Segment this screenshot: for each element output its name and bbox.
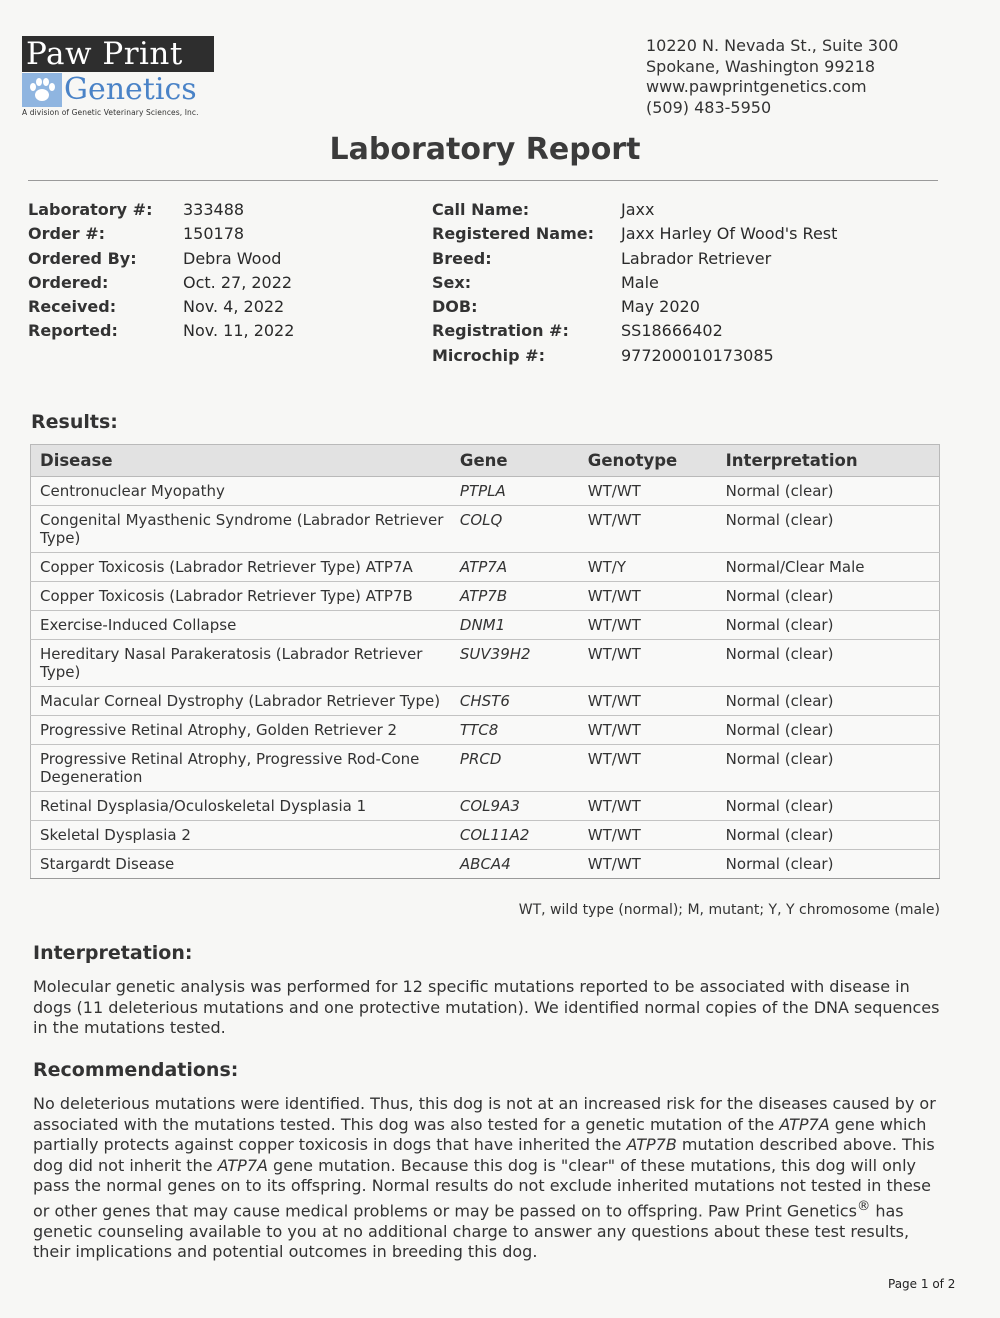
disease-cell: Progressive Retinal Atrophy, Golden Retriever 2 bbox=[31, 716, 451, 745]
logo-line2: Genetics bbox=[64, 72, 197, 107]
order-info-row bbox=[28, 295, 294, 319]
table-row bbox=[31, 792, 940, 821]
order-info-row bbox=[28, 198, 294, 222]
logo-subtitle: A division of Genetic Veterinary Sciences, Inc. bbox=[22, 108, 199, 117]
results-heading: Results: bbox=[31, 411, 118, 433]
genotype-cell: WT/WT bbox=[579, 582, 717, 611]
dog-info-value: May 2020 bbox=[621, 297, 700, 317]
gene-cell: COL9A3 bbox=[451, 792, 579, 821]
gene-cell: ABCA4 bbox=[451, 850, 579, 879]
company-logo bbox=[22, 36, 217, 117]
disease-cell: Copper Toxicosis (Labrador Retriever Type) ATP7B bbox=[31, 582, 451, 611]
interpretation-text: Molecular genetic analysis was performed for 12 specific mutations reported to be associated with disease in dogs (11 deleterious mutations and one protective mutation). We identified normal copies of the DNA sequences in the mutations tested. bbox=[33, 977, 940, 1038]
column-header-gene: Gene bbox=[451, 445, 579, 477]
order-info-label: Laboratory #: bbox=[28, 200, 153, 219]
disease-cell: Copper Toxicosis (Labrador Retriever Type) ATP7A bbox=[31, 553, 451, 582]
genotype-cell: WT/WT bbox=[579, 506, 717, 553]
table-row bbox=[31, 850, 940, 879]
results-table bbox=[30, 444, 940, 879]
genotype-cell: WT/WT bbox=[579, 716, 717, 745]
rec-text-part: gene mutation. Because this dog is "clear" of these mutations, this dog will only pass the normal genes on to its offspring. Normal results do not exclude inherited mutations not tested in these or other genes that may cause medical problems or may be passed on to offspring. Paw Print Genetics bbox=[33, 1155, 931, 1221]
gene-cell: ATP7A bbox=[451, 553, 579, 582]
paw-print-icon bbox=[22, 73, 62, 107]
interpretation-cell: Normal (clear) bbox=[717, 745, 940, 792]
dog-info-label: DOB: bbox=[432, 297, 478, 317]
order-info-row bbox=[28, 222, 294, 246]
interpretation-cell: Normal (clear) bbox=[717, 506, 940, 553]
dog-info-value: 977200010173085 bbox=[621, 345, 774, 365]
order-info-label: Order #: bbox=[28, 224, 106, 244]
interpretation-cell: Normal (clear) bbox=[717, 821, 940, 850]
rec-text-part: has genetic counseling available to you at no additional charge to answer any questions about these test results, their implications and potential outcomes in breeding this dog. bbox=[33, 1201, 910, 1262]
gene-cell: TTC8 bbox=[451, 716, 579, 745]
page-number: Page 1 of 2 bbox=[888, 1277, 956, 1291]
genotype-cell: WT/WT bbox=[579, 792, 717, 821]
genotype-cell: WT/WT bbox=[579, 477, 717, 506]
dog-info-label: Registration #: bbox=[432, 321, 569, 341]
dog-info-value: SS18666402 bbox=[621, 321, 723, 341]
order-info-row bbox=[28, 271, 294, 295]
interpretation-cell: Normal (clear) bbox=[717, 716, 940, 745]
table-row bbox=[31, 506, 940, 553]
order-info-value: Debra Wood bbox=[183, 248, 282, 268]
disease-cell: Retinal Dysplasia/Oculoskeletal Dysplasia 1 bbox=[31, 792, 451, 821]
gene-cell: PRCD bbox=[451, 745, 579, 792]
rec-text-part: No deleterious mutations were identified. Thus, this dog is not at an increased risk for the diseases caused by or associated with the mutations tested. This dog was also tested for a genetic mutation of the bbox=[33, 1094, 936, 1134]
registered-mark: ® bbox=[856, 1198, 871, 1214]
table-row bbox=[31, 553, 940, 582]
dog-info-value: Labrador Retriever bbox=[621, 248, 772, 268]
genotype-cell: WT/WT bbox=[579, 687, 717, 716]
gene-cell: COL11A2 bbox=[451, 821, 579, 850]
disease-cell: Macular Corneal Dystrophy (Labrador Retriever Type) bbox=[31, 687, 451, 716]
table-row bbox=[31, 640, 940, 687]
interpretation-cell: Normal (clear) bbox=[717, 582, 940, 611]
interpretation-cell: Normal (clear) bbox=[717, 850, 940, 879]
gene-cell: COLQ bbox=[451, 506, 579, 553]
order-info-label: Received: bbox=[28, 297, 117, 317]
disease-cell: Stargardt Disease bbox=[31, 850, 451, 879]
order-info bbox=[28, 198, 294, 344]
genotype-cell: WT/Y bbox=[579, 553, 717, 582]
report-title: Laboratory Report bbox=[329, 132, 641, 167]
gene-cell: PTPLA bbox=[451, 477, 579, 506]
dog-info-row bbox=[432, 271, 837, 295]
gene-cell: SUV39H2 bbox=[451, 640, 579, 687]
dog-info-value: Jaxx Harley Of Wood's Rest bbox=[621, 224, 838, 244]
table-row bbox=[31, 611, 940, 640]
order-info-value: Nov. 4, 2022 bbox=[183, 297, 285, 317]
table-row bbox=[31, 745, 940, 792]
order-info-label: Ordered: bbox=[28, 272, 109, 292]
gene-cell: CHST6 bbox=[451, 687, 579, 716]
logo-line1: Paw Print bbox=[22, 36, 214, 72]
dog-info-row bbox=[432, 222, 837, 246]
rec-gene-name: ATP7A bbox=[779, 1114, 830, 1134]
genotype-cell: WT/WT bbox=[579, 611, 717, 640]
dog-info-value: Jaxx bbox=[621, 200, 655, 219]
order-info-row bbox=[28, 319, 294, 343]
interpretation-cell: Normal (clear) bbox=[717, 611, 940, 640]
dog-info-row bbox=[432, 198, 837, 222]
address-street: 10220 N. Nevada St., Suite 300 bbox=[646, 36, 899, 55]
order-info-label: Ordered By: bbox=[28, 248, 137, 268]
disease-cell: Centronuclear Myopathy bbox=[31, 477, 451, 506]
disease-cell: Exercise-Induced Collapse bbox=[31, 611, 451, 640]
interpretation-cell: Normal/Clear Male bbox=[717, 553, 940, 582]
dog-info-value: Male bbox=[621, 272, 659, 292]
disease-cell: Skeletal Dysplasia 2 bbox=[31, 821, 451, 850]
table-footnote: WT, wild type (normal); M, mutant; Y, Y chromosome (male) bbox=[518, 902, 940, 918]
order-info-value: Oct. 27, 2022 bbox=[183, 272, 293, 292]
dog-info-label: Microchip #: bbox=[432, 345, 545, 365]
dog-info-label: Registered Name: bbox=[432, 224, 595, 244]
order-info-value: 333488 bbox=[183, 200, 245, 219]
address-phone: (509) 483-5950 bbox=[646, 97, 772, 117]
order-info-value: 150178 bbox=[183, 224, 245, 244]
dog-info-row bbox=[432, 295, 837, 319]
disease-cell: Hereditary Nasal Parakeratosis (Labrador Retriever Type) bbox=[31, 640, 451, 687]
gene-cell: ATP7B bbox=[451, 582, 579, 611]
title-divider bbox=[28, 180, 938, 181]
dog-info-row bbox=[432, 319, 837, 343]
recommendations-text bbox=[33, 1094, 948, 1263]
address-website: www.pawprintgenetics.com bbox=[646, 77, 867, 96]
column-header-genotype: Genotype bbox=[579, 445, 717, 477]
table-row bbox=[31, 582, 940, 611]
table-row bbox=[31, 477, 940, 506]
recommendations-heading: Recommendations: bbox=[33, 1059, 239, 1081]
genotype-cell: WT/WT bbox=[579, 640, 717, 687]
column-header-interpretation: Interpretation bbox=[717, 445, 940, 477]
dog-info-label: Call Name: bbox=[432, 200, 530, 219]
disease-cell: Progressive Retinal Atrophy, Progressive Rod-Cone Degeneration bbox=[31, 745, 451, 792]
dog-info bbox=[432, 198, 837, 368]
gene-cell: DNM1 bbox=[451, 611, 579, 640]
rec-text-part: mutation described above. This dog did not inherit the bbox=[33, 1135, 935, 1175]
interpretation-cell: Normal (clear) bbox=[717, 477, 940, 506]
order-info-row bbox=[28, 247, 294, 271]
genotype-cell: WT/WT bbox=[579, 850, 717, 879]
table-row bbox=[31, 821, 940, 850]
rec-text-part: gene which partially protects against copper toxicosis in dogs that have inherited the bbox=[33, 1114, 927, 1155]
interpretation-cell: Normal (clear) bbox=[717, 792, 940, 821]
order-info-label: Reported: bbox=[28, 321, 118, 341]
genotype-cell: WT/WT bbox=[579, 821, 717, 850]
company-address bbox=[646, 36, 898, 118]
table-row bbox=[31, 716, 940, 745]
rec-gene-name: ATP7B bbox=[626, 1135, 677, 1155]
interpretation-heading: Interpretation: bbox=[33, 942, 193, 964]
disease-cell: Congenital Myasthenic Syndrome (Labrador Retriever Type) bbox=[31, 506, 451, 553]
dog-info-row bbox=[432, 247, 837, 271]
genotype-cell: WT/WT bbox=[579, 745, 717, 792]
dog-info-label: Breed: bbox=[432, 248, 492, 268]
rec-gene-name: ATP7A bbox=[217, 1155, 268, 1175]
interpretation-cell: Normal (clear) bbox=[717, 687, 940, 716]
dog-info-label: Sex: bbox=[432, 272, 472, 292]
table-row bbox=[31, 687, 940, 716]
interpretation-cell: Normal (clear) bbox=[717, 640, 940, 687]
order-info-value: Nov. 11, 2022 bbox=[183, 321, 295, 341]
table-header-row bbox=[31, 445, 940, 477]
dog-info-row bbox=[432, 344, 837, 368]
column-header-disease: Disease bbox=[31, 445, 451, 477]
address-city: Spokane, Washington 99218 bbox=[646, 56, 876, 76]
